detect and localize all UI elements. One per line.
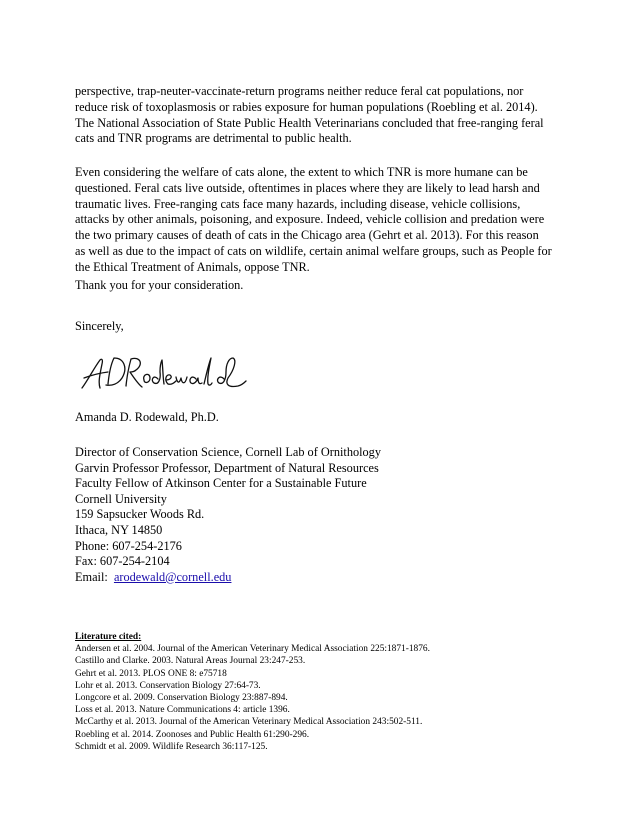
email-link[interactable]: arodewald@cornell.edu xyxy=(113,569,232,584)
citation-item: McCarthy et al. 2013. Journal of the American Veterinary Medical Association 243:502-511. xyxy=(75,717,423,728)
text-line: as well as due to the impact of cats on wildlife, certain animal welfare groups, such as People for xyxy=(75,243,552,258)
citation-item: Longcore et al. 2009. Conservation Biology 23:887-894. xyxy=(75,693,288,704)
thanks-text: Thank you for your consideration. xyxy=(75,278,244,292)
citation-item: Gehrt et al. 2013. PLOS ONE 8: e75718 xyxy=(75,668,227,679)
thanks-line xyxy=(75,278,575,294)
text-line: the Ethical Treatment of Animals, oppose TNR. xyxy=(75,259,310,274)
text-line: questioned. Feral cats live outside, oftentimes in places where they are likely to lead harsh and xyxy=(75,180,540,195)
text-line: attacks by other animals, poisoning, and exposure. Indeed, vehicle collision and predation were xyxy=(75,212,545,227)
text-line: traumatic lives. Free-ranging cats face many hazards, including disease, vehicle collisions, xyxy=(75,196,521,211)
contact-line: Faculty Fellow of Atkinson Center for a Sustainable Future xyxy=(75,476,367,491)
citation-item: Andersen et al. 2004. Journal of the American Veterinary Medical Association 225:1871-1876. xyxy=(75,644,430,655)
contact-line: 159 Sapsucker Woods Rd. xyxy=(75,507,205,522)
text-line: reduce risk of toxoplasmosis or rabies exposure for human populations (Roebling et al. 2014). xyxy=(75,99,538,114)
paragraph-public-health xyxy=(75,84,575,147)
paragraph-cat-welfare xyxy=(75,165,575,276)
text-line: The National Association of State Public Health Veterinarians concluded that free-ranging feral xyxy=(75,115,544,130)
contact-line: Phone: 607-254-2176 xyxy=(75,538,182,553)
contact-line: Cornell University xyxy=(75,491,167,506)
literature-heading: Literature cited: xyxy=(75,632,142,642)
email-line xyxy=(75,570,381,586)
handwritten-signature xyxy=(78,350,248,398)
citation-item: Schmidt et al. 2009. Wildlife Research 36:117-125. xyxy=(75,741,268,752)
email-label: Email: xyxy=(75,569,114,584)
text-line: the two primary causes of death of cats in the Chicago area (Gehrt et al. 2013). For this reason xyxy=(75,228,539,243)
name-text: Amanda D. Rodewald, Ph.D. xyxy=(75,410,219,424)
citation-item: Castillo and Clarke. 2003. Natural Areas Journal 23:247-253. xyxy=(75,656,306,667)
citation-item: Loss et al. 2013. Nature Communications 4: article 1396. xyxy=(75,705,290,716)
literature-cited xyxy=(75,631,595,753)
contact-line: Fax: 607-254-2104 xyxy=(75,554,170,569)
citation-item: Lohr et al. 2013. Conservation Biology 27:64-73. xyxy=(75,680,261,691)
text-line: cats and TNR programs are detrimental to public health. xyxy=(75,131,352,146)
text-line: perspective, trap-neuter-vaccinate-return programs neither reduce feral cat populations, nor xyxy=(75,84,524,98)
text-line: Even considering the welfare of cats alone, the extent to which TNR is more humane can be xyxy=(75,165,528,179)
closing-line xyxy=(75,319,575,335)
closing-text: Sincerely, xyxy=(75,319,124,333)
signatory-name xyxy=(75,410,219,426)
contact-line: Garvin Professor Professor, Department of Natural Resources xyxy=(75,460,379,475)
contact-line: Director of Conservation Science, Cornell Lab of Ornithology xyxy=(75,445,381,459)
contact-block xyxy=(75,445,381,585)
citation-item: Roebling et al. 2014. Zoonoses and Public Health 61:290-296. xyxy=(75,729,310,740)
contact-line: Ithaca, NY 14850 xyxy=(75,522,163,537)
